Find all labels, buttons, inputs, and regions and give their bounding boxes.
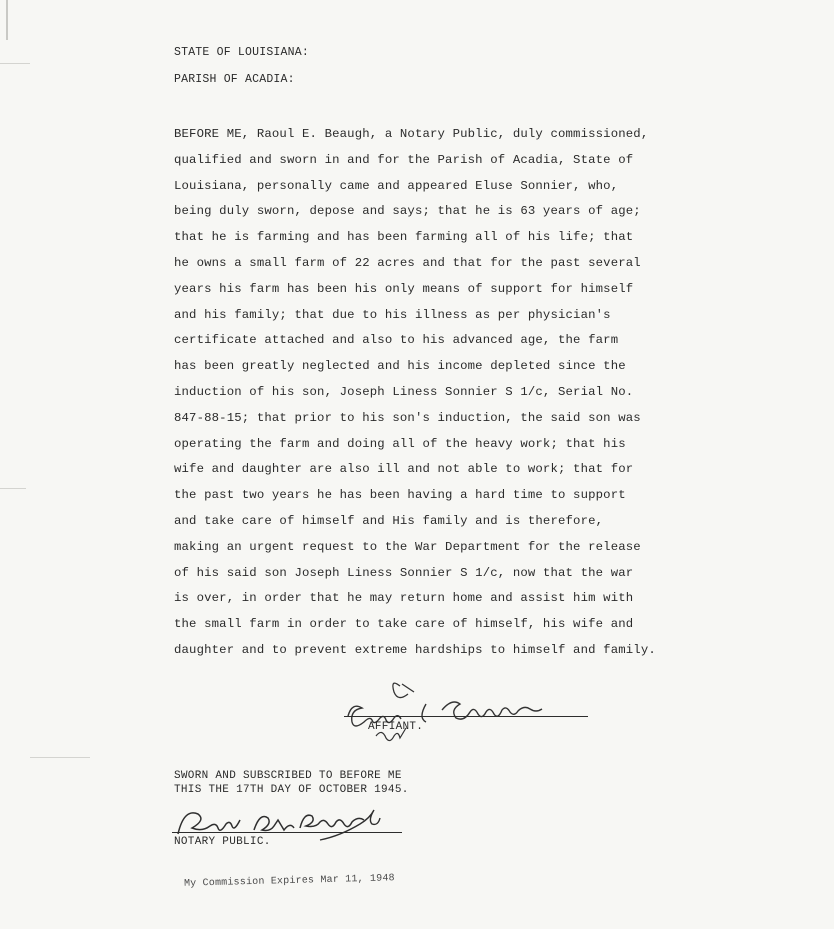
scan-artifact — [30, 757, 90, 758]
body-line: daughter and to prevent extreme hardships to himself and family. — [174, 642, 656, 657]
body-line: Louisiana, personally came and appeared Eluse Sonnier, who, — [174, 178, 619, 193]
jurat-line-1: SWORN AND SUBSCRIBED TO BEFORE ME — [174, 770, 402, 782]
body-line: and take care of himself and His family and is therefore, — [174, 513, 604, 528]
body-line: he owns a small farm of 22 acres and that for the past several — [174, 255, 641, 270]
body-line: certificate attached and also to his advanced age, the farm — [174, 333, 619, 348]
affiant-signature-line — [344, 716, 588, 717]
scan-artifact — [0, 63, 30, 64]
body-line: qualified and sworn in and for the Parish of Acadia, State of — [174, 152, 634, 167]
body-line: and his family; that due to his illness as per physician's — [174, 307, 611, 322]
body-line: the small farm in order to take care of himself, his wife and — [174, 617, 634, 632]
body-line: wife and daughter are also ill and not able to work; that for — [174, 462, 634, 477]
body-line: the past two years he has been having a hard time to support — [174, 488, 626, 503]
body-line: years his farm has been his only means of support for himself — [174, 281, 634, 296]
state-heading: STATE OF LOUISIANA: — [174, 46, 309, 59]
affidavit-body — [174, 122, 656, 664]
scan-edge-mark — [6, 0, 8, 40]
parish-heading: PARISH OF ACADIA: — [174, 73, 295, 86]
scan-artifact — [0, 488, 26, 489]
notary-signature-line — [172, 832, 402, 833]
affiant-signature — [338, 670, 598, 750]
commission-stamp: My Commission Expires Mar 11, 1948 — [183, 873, 395, 890]
notary-label: NOTARY PUBLIC. — [174, 836, 271, 848]
body-line: induction of his son, Joseph Liness Sonnier S 1/c, Serial No. — [174, 384, 634, 399]
body-line: is over, in order that he may return home and assist him with — [174, 591, 634, 606]
affiant-label: AFFIANT. — [368, 721, 424, 733]
body-line: 847-88-15; that prior to his son's induction, the said son was — [174, 410, 641, 425]
body-line: being duly sworn, depose and says; that he is 63 years of age; — [174, 204, 641, 219]
body-line: has been greatly neglected and his income depleted since the — [174, 359, 626, 374]
body-line: making an urgent request to the War Department for the release — [174, 539, 641, 554]
body-line: BEFORE ME, Raoul E. Beaugh, a Notary Public, duly commissioned, — [174, 127, 649, 141]
body-line: of his said son Joseph Liness Sonnier S 1/c, now that the war — [174, 565, 634, 580]
body-line: operating the farm and doing all of the heavy work; that his — [174, 436, 626, 451]
body-line: that he is farming and has been farming all of his life; that — [174, 230, 634, 245]
jurat-line-2: THIS THE 17TH DAY OF OCTOBER 1945. — [174, 784, 409, 796]
